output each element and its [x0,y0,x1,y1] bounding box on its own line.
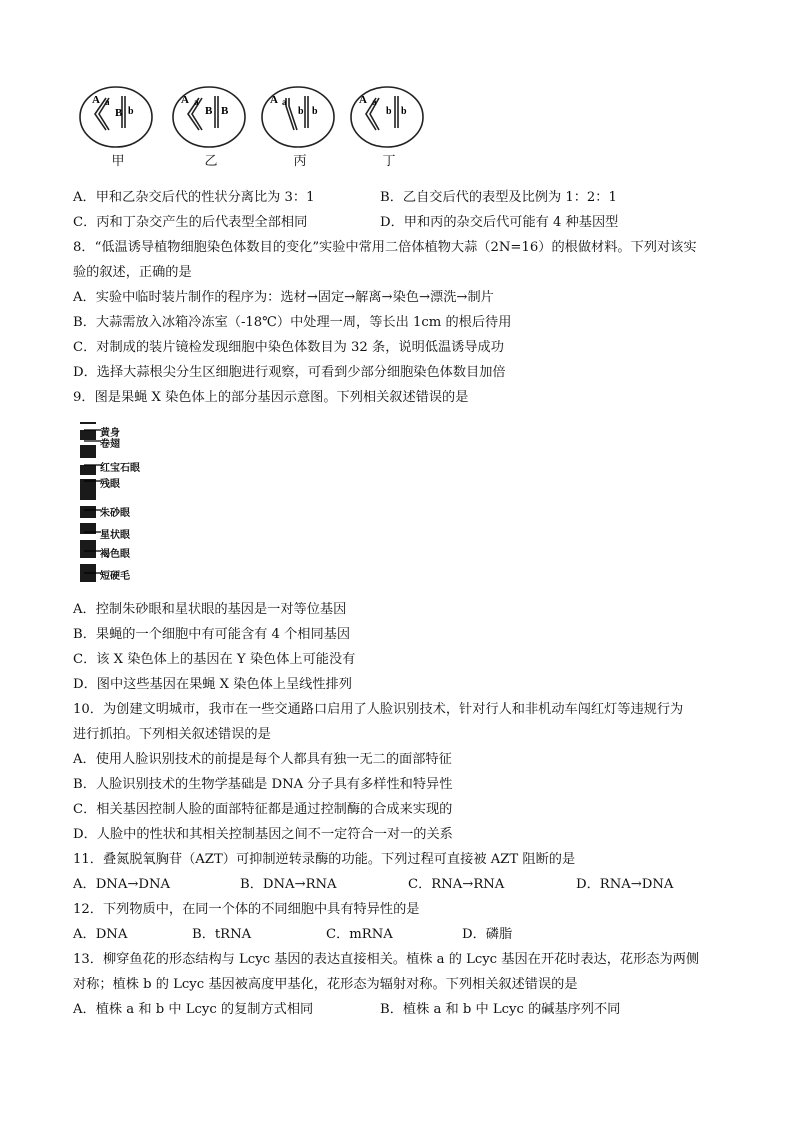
q11-option-b: B．DNA→RNA [240,877,337,892]
cell-yi-gene-1: A [181,94,189,106]
q10-option-b: B．人脸识别技术的生物学基础是 DNA 分子具有多样性和特异性 [73,777,453,792]
cell-ding-gene-1: A [359,94,367,106]
cell-yi-gene-3: B [205,105,213,117]
gene-label-4: 残眼 [100,479,120,490]
q9-option-d: D．图中这些基因在果蝇 X 染色体上呈线性排列 [73,677,352,692]
q8-option-d: D．选择大蒜根尖分生区细胞进行观察，可看到少部分细胞染色体数目加倍 [73,365,506,380]
gene-label-3: 红宝石眼 [100,463,140,474]
gene-label-2: 卷翅 [100,439,120,450]
cell-jia-drawing [78,84,158,150]
cell-jia [78,84,158,150]
cell-yi-gene-2: a [194,97,199,107]
q12-option-c: C．mRNA [326,927,393,942]
gene-label-5: 朱砂眼 [100,508,130,519]
q7-option-b: B．乙自交后代的表型及比例为 1：2：1 [380,190,617,205]
q8-stem-line-1: 8．“低温诱导植物细胞染色体数目的变化”实验中常用二倍体植物大蒜（2N=16）的根做材料。下列对该实 [73,240,697,255]
gene-label-6: 星状眼 [100,530,130,541]
cell-bing-gene-3: b [298,106,304,117]
q13-stem-line-1: 13．柳穿鱼花的形态结构与 Lcyc 基因的表达直接相关。植株 a 的 Lcyc 基因在开花时表达，花形态为两侧 [73,952,700,967]
cell-ding-gene-3: b [386,106,392,117]
q10-stem-line-2: 进行抓拍。下列相关叙述错误的是 [73,727,271,742]
cell-bing-drawing [260,84,340,150]
q12-option-b: B．tRNA [192,927,252,942]
q10-option-d: D．人脸中的性状和其相关控制基因之间不一定符合一对一的关系 [73,827,453,842]
q13-option-b: B．植株 a 和 b 中 Lcyc 的碱基序列不同 [380,1002,621,1017]
q13-stem-line-2: 对称；植株 b 的 Lcyc 基因被高度甲基化，花形态为辐射对称。下列相关叙述错误的是 [73,977,578,992]
q7-option-c: C．丙和丁杂交产生的后代表型全部相同 [73,215,308,230]
cell-yi-drawing [171,84,251,150]
cell-bing-gene-4: b [312,106,318,117]
cell-yi-gene-4: B [221,105,229,117]
q11-option-a: A．DNA→DNA [73,877,171,892]
q8-option-a: A．实验中临时装片制作的程序为：选材→固定→解离→染色→漂洗→制片 [73,290,494,305]
q13-option-a: A．植株 a 和 b 中 Lcyc 的复制方式相同 [73,1002,314,1017]
cell-bing-gene-2: a [282,97,287,107]
cell-yi-label: 乙 [204,154,218,169]
cell-ding-gene-4: b [401,106,407,117]
q11-option-c: C．RNA→RNA [408,877,505,892]
cell-bing-label: 丙 [293,154,307,169]
cell-jia-gene-4: b [128,106,134,117]
q9-stem: 9．图是果蝇 X 染色体上的部分基因示意图。下列相关叙述错误的是 [73,390,469,405]
gene-label-8: 短硬毛 [100,571,130,582]
cell-jia-gene-3: B [115,107,123,119]
q9-option-a: A．控制朱砂眼和星状眼的基因是一对等位基因 [73,602,347,617]
cell-ding-label: 丁 [382,154,396,169]
cell-jia-gene-1: A [92,94,100,106]
cell-yi [171,84,251,150]
gene-label-7: 褐色眼 [100,549,130,560]
q9-option-c: C．该 X 染色体上的基因在 Y 染色体上可能没有 [73,652,356,667]
q10-option-a: A．使用人脸识别技术的前提是每个人都具有独一无二的面部特征 [73,752,452,767]
q12-stem: 12．下列物质中，在同一个体的不同细胞中具有特异性的是 [73,902,420,917]
cell-bing [260,84,340,150]
q11-stem: 11．叠氮脱氧胸苷（AZT）可抑制逆转录酶的功能。下列过程可直接被 AZT 阻断的是 [73,852,576,867]
q10-option-c: C．相关基因控制人脸的面部特征都是通过控制酶的合成来实现的 [73,802,453,817]
gene-label-1: 黄身 [100,428,120,439]
q12-option-d: D．磷脂 [462,927,513,942]
cell-ding [349,84,429,150]
q11-option-d: D．RNA→DNA [576,877,674,892]
q7-option-d: D．甲和丙的杂交后代可能有 4 种基因型 [380,215,619,230]
q8-option-b: B．大蒜需放入冰箱冷冻室（-18℃）中处理一周，等长出 1cm 的根后待用 [73,315,512,330]
q10-stem-line-1: 10．为创建文明城市，我市在一些交通路口启用了人脸识别技术，针对行人和非机动车闯红灯等违规行为 [73,702,684,717]
cell-ding-drawing [349,84,429,150]
cell-ding-gene-2: a [372,97,377,107]
q7-option-a: A．甲和乙杂交后代的性状分离比为 3：1 [73,190,315,205]
cell-jia-gene-2: a [105,97,110,107]
q8-stem-line-2: 验的叙述，正确的是 [73,265,192,280]
cell-bing-gene-1: A [270,94,278,106]
q12-option-a: A．DNA [73,927,128,942]
cell-jia-label: 甲 [111,154,125,169]
x-chromosome-figure [76,420,296,590]
q8-option-c: C．对制成的装片镜检发现细胞中染色体数目为 32 条，说明低温诱导成功 [73,340,504,355]
q9-option-b: B．果蝇的一个细胞中有可能含有 4 个相同基因 [73,627,351,642]
